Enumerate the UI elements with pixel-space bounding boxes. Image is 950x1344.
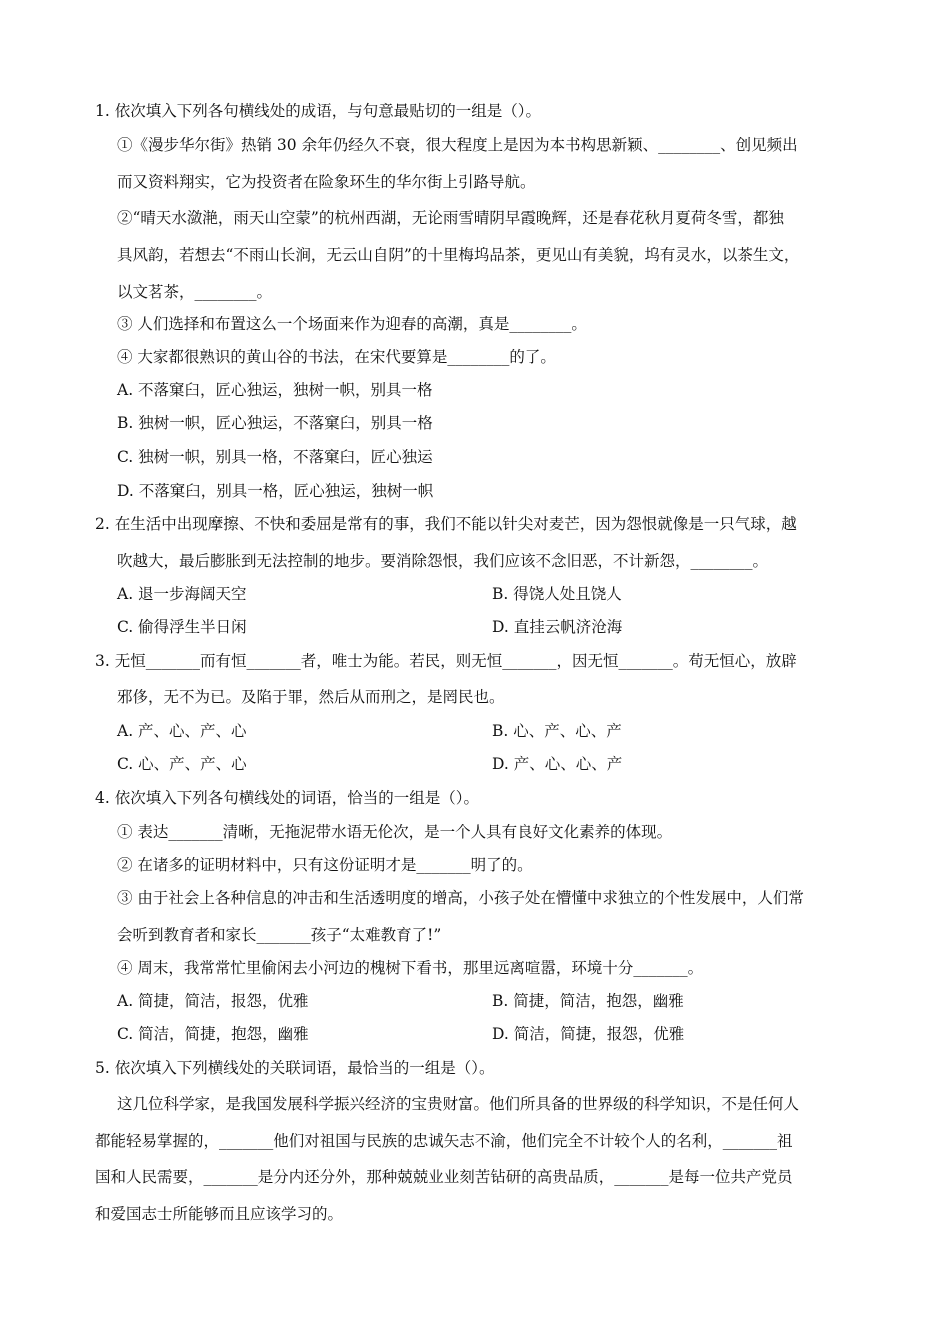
q1-option-c: C. 独树一帜，别具一格，不落窠臼，匠心独运 — [117, 448, 433, 466]
q2-option-d: D. 直挂云帆济沧海 — [492, 618, 623, 636]
q4-option-d: D. 简洁，简捷，报怨，优雅 — [492, 1025, 685, 1043]
q5-passage-line-2: 都能轻易掌握的，_______他们对祖国与民族的忠诚矢志不渝，他们完全不计较个人的名利，_______祖 — [95, 1132, 793, 1150]
q4-sentence-3-line-2: 会听到教育者和家长_______孩子“太难教育了!” — [117, 926, 442, 944]
q4-option-c: C. 简洁，简捷，抱怨，幽雅 — [117, 1025, 309, 1043]
q4-sentence-3-line-1: ③ 由于社会上各种信息的冲击和生活透明度的增高，小孩子处在懵懂中求独立的个性发展中，人们常 — [117, 889, 804, 907]
q2-option-a: A. 退一步海阔天空 — [117, 585, 247, 603]
q2-option-b: B. 得饶人处且饶人 — [492, 585, 622, 603]
q2-stem-line-2: 吹越大，最后膨胀到无法控制的地步。要消除怨恨，我们应该不念旧恶，不计新怨，________。 — [117, 552, 769, 570]
q5-passage-line-1: 这几位科学家，是我国发展科学振兴经济的宝贵财富。他们所具备的世界级的科学知识，不是任何人 — [117, 1095, 800, 1113]
q1-option-a: A. 不落窠臼，匠心独运，独树一帜，别具一格 — [117, 381, 433, 399]
q1-option-b: B. 独树一帜，匠心独运，不落窠臼，别具一格 — [117, 414, 433, 432]
q1-sentence-2-line-1: ②“晴天水潋滟，雨天山空蒙”的杭州西湖，无论雨雪晴阴早霞晚辉，还是春花秋月夏荷冬雪，都独 — [117, 209, 784, 227]
q4-stem: 4. 依次填入下列各句横线处的词语，恰当的一组是（）。 — [95, 789, 479, 807]
q1-sentence-2-line-3: 以文茗茶，________。 — [117, 283, 273, 301]
q5-passage-line-4: 和爱国志士所能够而且应该学习的。 — [95, 1205, 344, 1223]
q3-option-b: B. 心、产、心、产 — [492, 722, 622, 740]
q4-sentence-4: ④ 周末，我常常忙里偷闲去小河边的槐树下看书，那里远离喧嚣，环境十分_______。 — [117, 959, 704, 977]
q3-option-a: A. 产、心、产、心 — [117, 722, 247, 740]
q3-option-c: C. 心、产、产、心 — [117, 755, 247, 773]
q1-sentence-1-line-2: 而又资料翔实，它为投资者在险象环生的华尔街上引路导航。 — [117, 173, 536, 191]
q2-stem-line-1: 2. 在生活中出现摩擦、不快和委屈是常有的事，我们不能以针尖对麦芒，因为怨恨就像是一只气球，越 — [95, 515, 797, 533]
q4-option-a: A. 简捷，简洁，报怨，优雅 — [117, 992, 309, 1010]
q3-option-d: D. 产、心、心、产 — [492, 755, 623, 773]
q1-sentence-4: ④ 大家都很熟识的黄山谷的书法，在宋代要算是________的了。 — [117, 348, 556, 366]
q4-option-b: B. 简捷，简洁，抱怨，幽雅 — [492, 992, 684, 1010]
q1-sentence-3: ③ 人们选择和布置这么一个场面来作为迎春的高潮，真是________。 — [117, 315, 587, 333]
q1-sentence-1-line-1: ①《漫步华尔街》热销 30 余年仍经久不衰，很大程度上是因为本书构思新颖、________、创见频出 — [117, 136, 798, 154]
q1-stem: 1. 依次填入下列各句横线处的成语，与句意最贴切的一组是（）。 — [95, 102, 541, 120]
q2-option-c: C. 偷得浮生半日闲 — [117, 618, 247, 636]
q4-sentence-2: ② 在诸多的证明材料中，只有这份证明才是_______明了的。 — [117, 856, 533, 874]
q1-sentence-2-line-2: 具风韵，若想去“不雨山长涧，无云山自阴”的十里梅坞品茶，更见山有美貌，坞有灵水，以茶生文， — [117, 246, 800, 264]
q3-stem-line-2: 邪侈，无不为已。及陷于罪，然后从而刑之，是罔民也。 — [117, 688, 505, 706]
q4-sentence-1: ① 表达_______清晰，无拖泥带水语无伦次，是一个人具有良好文化素养的体现。 — [117, 823, 673, 841]
q5-passage-line-3: 国和人民需要，_______是分内还分外，那种兢兢业业刻苦钻研的高贵品质，_______是每一位共产党员 — [95, 1168, 793, 1186]
q5-stem: 5. 依次填入下列横线处的关联词语，最恰当的一组是（）。 — [95, 1059, 495, 1077]
q1-option-d: D. 不落窠臼，别具一格，匠心独运，独树一帜 — [117, 482, 434, 500]
q3-stem-line-1: 3. 无恒_______而有恒_______者，唯士为能。若民，则无恒_______，因无恒_______。苟无恒心，放辟 — [95, 652, 797, 670]
